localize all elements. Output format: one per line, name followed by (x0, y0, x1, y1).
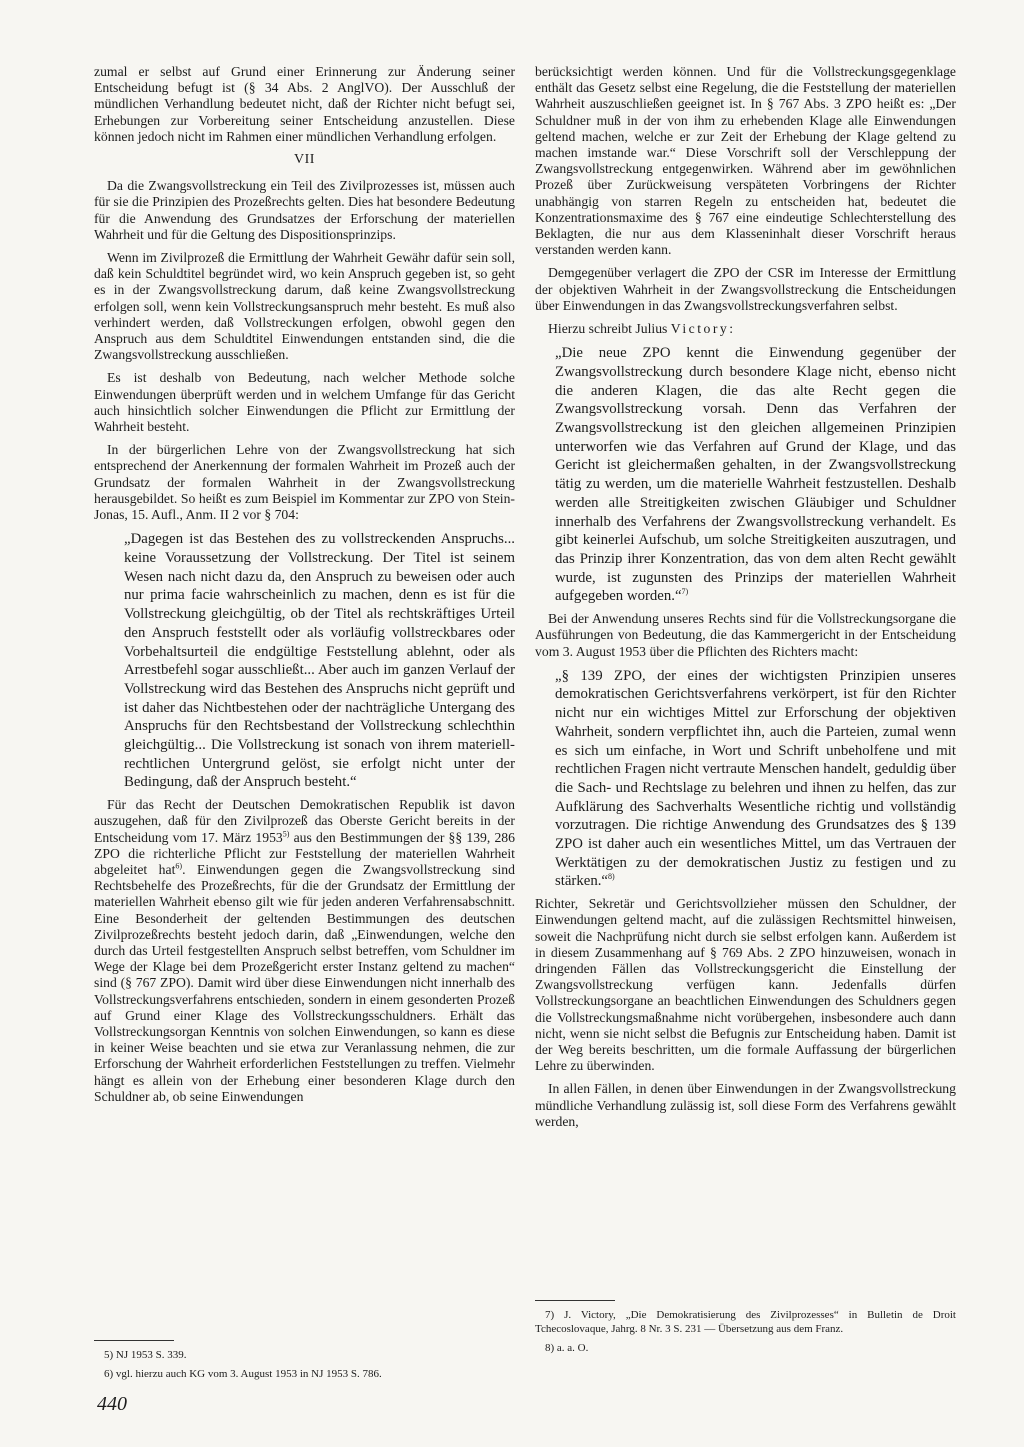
paragraph: zumal er selbst auf Grund einer Erinnerung zur Änderung seiner Entscheidung befugt ist (§ 34 Abs. 2 AnglVO). Der Ausschluß der mündlichen Verhandlung bedeutet nicht, daß der Richter nicht befugt sei, Erhebungen zur Vorbereitung seiner Entscheidung anzustellen. Diese können jedoch nicht im Rahmen einer mündlichen Verhandlung erfolgen. (94, 64, 515, 144)
paragraph (94, 797, 515, 1105)
paragraph (535, 321, 956, 337)
paragraph: Bei der Anwendung unseres Rechts sind für die Vollstreckungsorgane die Ausführungen von Bedeutung, die das Kammergericht in der Entscheidung vom 3. August 1953 über die Pflichten des Richters macht: (535, 611, 956, 659)
footnote-rule (535, 1300, 615, 1301)
paragraph: Richter, Sekretär und Gerichtsvollzieher müssen den Schuldner, der Einwendungen geltend macht, auf die zulässigen Rechtsmittel hinweisen, soweit die Nachprüfung nicht durch sie selbst erfolgen kann. Außerdem ist in diesem Zusammenhang auf § 769 Abs. 2 ZPO hinzuweisen, wonach in dringenden Fällen das Vollstreckungsgericht die Einstellung der Zwangsvollstreckung verfügen kann. Jedenfalls dürfen Vollstreckungsorgane an beachtlichen Einwendungen des Schuldners gegen die Vollstreckungsmaßnahme nicht vorübergehen, insbesondere auch dann nicht, wenn sie nicht selbst die Befugnis zur Entscheidung haben. Damit ist der Weg bereits beschritten, um die formale Auffassung der bürgerlichen Lehre zu überwinden. (535, 896, 956, 1074)
block-quote (555, 667, 956, 891)
footnote-ref[interactable]: 5) (282, 828, 290, 838)
quote-text: „Die neue ZPO kennt die Einwendung gegenüber der Zwangsvollstreckung durch besondere Klage nicht, ebenso nicht die anderen Klagen, die das alte Recht gegen die Zwangsvollstreckung vorsah. Denn das Verfahren der Zwangsvollstreckung ist den gleichen allgemeinen Prinzipien unterworfen wie das Verfahren auf Grund der Klage, und das Gericht ist gleichermaßen gehalten, in der Zwangsvollstreckung tätig zu werden, um die materielle Wahrheit festzustellen. Deshalb werden alle Streitigkeiten zwischen Gläubiger und Schuldner innerhalb des Verfahrens der Zwangsvollstreckung verhandelt. Es gibt keinerlei Aufschub, um solche Streitigkeiten auszutragen, und das Prinzip ihrer Konzentration, das von dem alten Recht gewählt wurde, ist zugunsten des Prinzips der materiellen Wahrheit aufgegeben worden.“ (555, 345, 956, 605)
block-quote: „Dagegen ist das Bestehen des zu vollstreckenden Anspruchs... keine Voraussetzung der Vollstreckung. Der Titel ist seinem Wesen nach nicht dazu da, den Anspruch zu beweisen oder auch nur prima facie wahrscheinlich zu machen, denn es ist für die Vollstreckung gleichgültig, ob der Titel als rechtskräftiges Urteil den Anspruch feststellt oder als vorläufig vollstreckbares oder Vorbehaltsurteil die endgültige Feststellung ablehnt, oder als Arrestbefehl sogar ausschließt... Aber auch im ganzen Verlauf der Vollstreckung wird das Bestehen des Anspruchs nicht geprüft und ist daher das Nichtbestehen oder der nachträgliche Untergang des Anspruchs für den Rechtsbestand der Vollstreckung schlechthin gleichgültig... Die Vollstreckung ist sonach von ihrem materiell-rechtlichen Untergrund gelöst, sie erfolgt nicht unter der Bedingung, daß der Anspruch besteht.“ (124, 531, 515, 791)
block-quote (555, 344, 956, 606)
page-number: 440 (97, 1393, 127, 1415)
paragraph: In der bürgerlichen Lehre von der Zwangsvollstreckung hat sich entsprechend der Anerkennung der formalen Wahrheit im Prozeß auch der Grundsatz der formalen Wahrheit in der Zwangsvollstreckung herausgebildet. So heißt es zum Beispiel im Kommentar zur ZPO von Stein-Jonas, 15. Aufl., Anm. II 2 vor § 704: (94, 442, 515, 523)
text-run: Hierzu schreibt Julius (548, 321, 671, 337)
paragraph: Da die Zwangsvollstreckung ein Teil des Zivilprozesses ist, müssen auch für sie die Prinzipien des Prozeßrechts gelten. Dies hat besondere Bedeutung für die Anwendung des Grundsatzes der Erforschung der materiellen Wahrheit und für die Geltung des Dispositionsprinzips. (94, 178, 515, 242)
footnote: 6) vgl. hierzu auch KG vom 3. August 1953 in NJ 1953 S. 786. (104, 1368, 382, 1380)
footnote-ref[interactable]: 8) (608, 872, 615, 882)
paragraph: berücksichtigt werden können. Und für die Vollstreckungsgegenklage enthält das Gesetz selbst eine Regelung, die die Feststellung der materiellen Wahrheit auszuschließen geeignet ist. In § 767 Abs. 3 ZPO heißt es: „Der Schuldner muß in der von ihm zu erhebenden Klage alle Einwendungen geltend machen, welche er zur Zeit der Erhebung der Klage geltend zu machen imstande war.“ Diese Vorschrift soll der Verschleppung der Zwangsvollstreckung entgegenwirken. Während aber im gewöhnlichen Prozeß über Zurückweisung verspäteten Vorbringens der Richter unabhängig von starren Regeln zu entscheiden hat, bedeutet die Konzentrationsmaxime des § 767 eine eindeutige Schlechterstellung des Beklagten, die nur aus dem Klasseninhalt dieser Vorschrift heraus verstanden werden kann. (535, 64, 956, 258)
author-name: Victory (670, 321, 730, 337)
section-heading: VII (294, 152, 315, 168)
footnote: 8) a. a. O. (545, 1342, 589, 1354)
footnote: 5) NJ 1953 S. 339. (104, 1349, 187, 1361)
left-column (94, 64, 515, 1112)
footnote-ref[interactable]: 7) (681, 587, 689, 597)
footnote: 7) J. Victory, „Die Demokratisierung des Zivilprozesses“ in Bulletin de Droit Tchecoslovaque, Jahrg. 8 Nr. 3 S. 231 — Übersetzung aus dem Franz. (535, 1309, 956, 1335)
text-run: Für das Recht der Deutschen Demokratischen Republik ist davon auszugehen, daß für den Zivilprozeß das Oberste Gericht bereits in der Entscheidung vom 17. März 1953 (94, 797, 515, 845)
paragraph: In allen Fällen, in denen über Einwendungen in der Zwangsvollstreckung mündliche Verhandlung zulässig ist, soll diese Form des Verfahrens gewählt werden, (535, 1081, 956, 1129)
text-run: . Einwendungen gegen die Zwangsvollstreckung sind Rechtsbehelfe des Prozeßrechts, für die der Grundsatz der Ermittlung der materiellen Wahrheit ebenso gilt wie für jeden anderen Verfahrensabschnitt. Eine Besonderheit der geltenden Bestimmungen des deutschen Zivilprozeßrechts besteht jedoch darin, daß „Einwendungen, welche den durch das Urteil festgestellten Anspruch selbst betreffen, vom Schuldner im Wege der Klage bei dem Prozeßgericht erster Instanz geltend zu machen“ sind (§ 767 ZPO). Damit wird über diese Einwendungen nicht innerhalb des Vollstreckungsverfahrens entschieden, sondern in einem gesonderten Prozeß auf Grund einer Klage des Vollstreckungsschuldners. Erhält das Vollstreckungsorgan Kenntnis von solchen Einwendungen, so kann es diese in keiner Weise beachten und sie etwa zur Veranlassung nehmen, die zur Erforschung der Wahrheit erforderlichen Feststellungen zu treffen. Vielmehr hängt es allein von der Erhebung einer besonderen Klage durch den Schuldner ab, ob seine Einwendungen (94, 861, 515, 1104)
paragraph: Es ist deshalb von Bedeutung, nach welcher Methode solche Einwendungen überprüft werden und in welchem Umfange für das Gericht auch hinsichtlich solcher Einwendungen die Pflicht zur Ermittlung der Wahrheit besteht. (94, 370, 515, 435)
paragraph: Demgegenüber verlagert die ZPO der CSR im Interesse der Ermittlung der objektiven Wahrheit in der Zwangsvollstreckung die Entscheidungen über Einwendungen in das Zwangsvollstreckungsverfahren selbst. (535, 265, 956, 313)
footnotes-right (535, 1300, 956, 1360)
right-column (535, 64, 956, 1137)
footnotes-left (94, 1340, 515, 1386)
text-run: : (729, 321, 734, 337)
text-run: aus den Bestimmungen der §§ 139, 286 ZPO die richterliche Pflicht zur Feststellung der materiellen Wahrheit abgeleitet hat (94, 829, 515, 877)
footnote-rule (94, 1340, 174, 1341)
quote-text: „§ 139 ZPO, der eines der wichtigsten Prinzipien unseres demokratischen Gerichtsverfahrens verkörpert, ist für den Richter nicht nur ein wichtiges Mittel zur Erforschung der objektiven Wahrheit, sondern verpflichtet ihn, auch die Parteien, zumal wenn es sich um einfache, in Wort und Schrift unbeholfene und mit rechtlichen Fragen nicht vertraute Menschen handelt, geduldig über die Sach- und Rechtslage zu belehren und ihnen zu helfen, das zur Aufklärung des Sachverhalts Wesentliche richtig und vollständig vorzutragen. Die richtige Anwendung des Grundsatzes des § 139 ZPO ist daher auch ein wesentliches Mittel, um das Vertrauen der Werktätigen zu der demokratischen Justiz zu festigen und zu stärken.“ (555, 667, 957, 890)
footnote-ref[interactable]: 6) (175, 861, 183, 871)
paragraph: Wenn im Zivilprozeß die Ermittlung der Wahrheit Gewähr dafür sein soll, daß kein Schuldtitel begründet wird, wo kein Anspruch gegeben ist, so geht es in der Zwangsvollstreckung darum, daß keine Zwangsvollstreckung erfolgen soll, wenn kein Vollstreckungsanspruch mehr besteht. Es muß also verhindert werden, daß Vollstreckungen erfolgen, obwohl gegen den Anspruch aus dem Schuldtitel Einwendungen entstanden sind, die die Zwangsvollstreckung ausschließen. (94, 250, 515, 363)
